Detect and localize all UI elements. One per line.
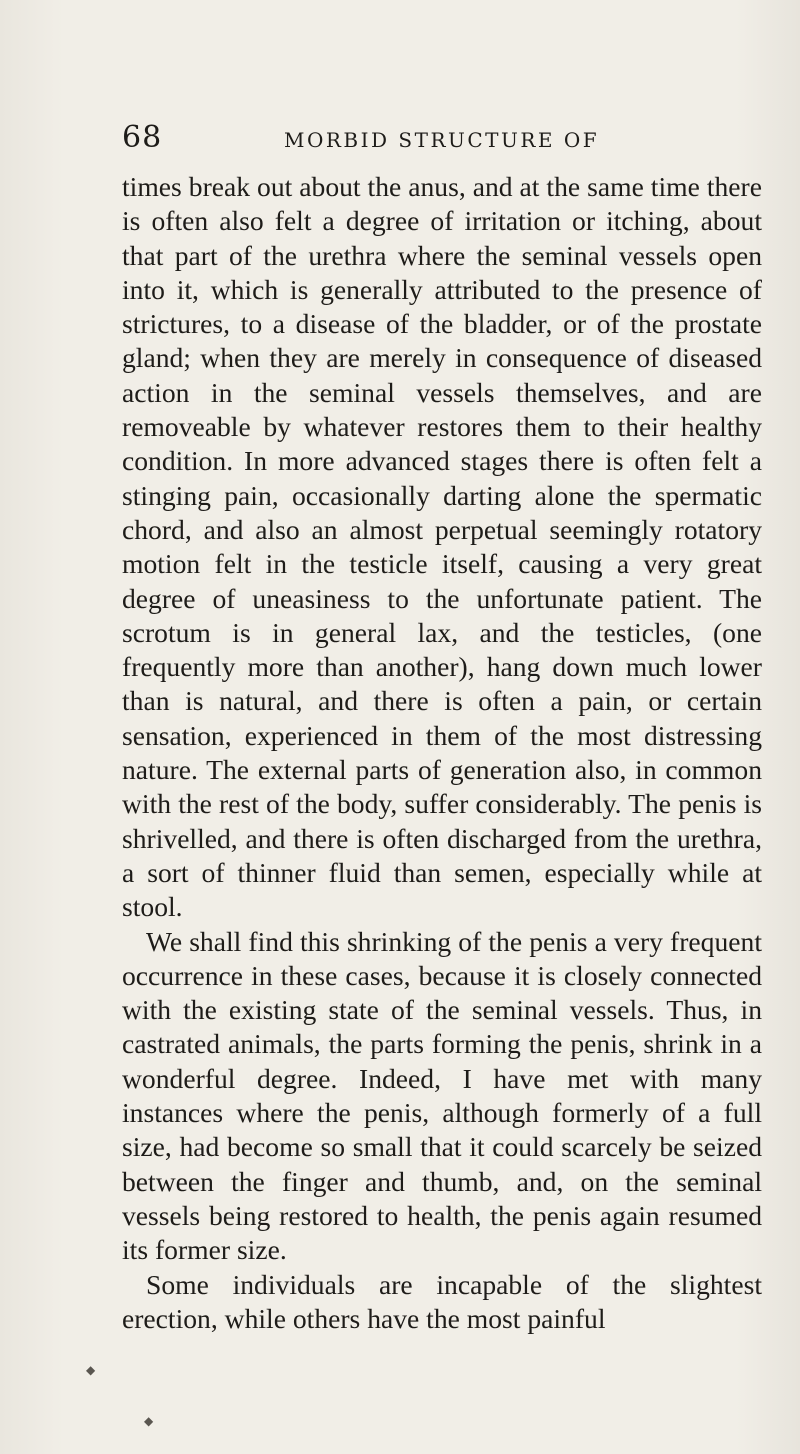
body-text (122, 170, 762, 1336)
ink-speck: ◆ (144, 1414, 154, 1428)
page-number: 68 (122, 120, 163, 155)
ink-speck: ◆ (86, 1363, 96, 1377)
paragraph-2: We shall find this shrinking of the penis a very frequent occurrence in these cases, because it is closely connected with the existing state of the seminal vessels. Thus, in castrated animals, the parts forming the penis, shrink in a wonderful degree. Indeed, I have met with many instances where the penis, although formerly of a full size, had become so small that it could scarcely be seized between the finger and thumb, and, on the seminal vessels being restored to health, the penis again resumed its former size. (122, 925, 762, 1266)
paragraph-1: times break out about the anus, and at the same time there is often also felt a degree of irritation or itching, about that part of the urethra where the seminal vessels open into it, which is generally attributed to the presence of strictures, to a disease of the bladder, or of the prostate gland; when they are merely in consequence of diseased action in the seminal vessels themselves, and are removeable by whatever restores them to their healthy condition. In more advanced stages there is often felt a stinging pain, occasionally darting alone the spermatic chord, and also an almost perpetual seemingly rotatory motion felt in the testicle itself, causing a very great degree of uneasiness to the unfortunate patient. The scrotum is in general lax, and the testicles, (one frequently more than another), hang down much lower than is natural, and there is often a pain, or certain sensation, experienced in them of the most distressing nature. The external parts of generation also, in common with the rest of the body, suffer considerably. The penis is shrivelled, and there is often discharged from the urethra, a sort of thinner fluid than semen, especially while at stool. (122, 171, 762, 923)
running-head: MORBID STRUCTURE OF (284, 128, 600, 152)
page-header (0, 118, 800, 158)
paragraph-3: Some individuals are incapable of the slightest erection, while others have the most painful (122, 1268, 762, 1334)
